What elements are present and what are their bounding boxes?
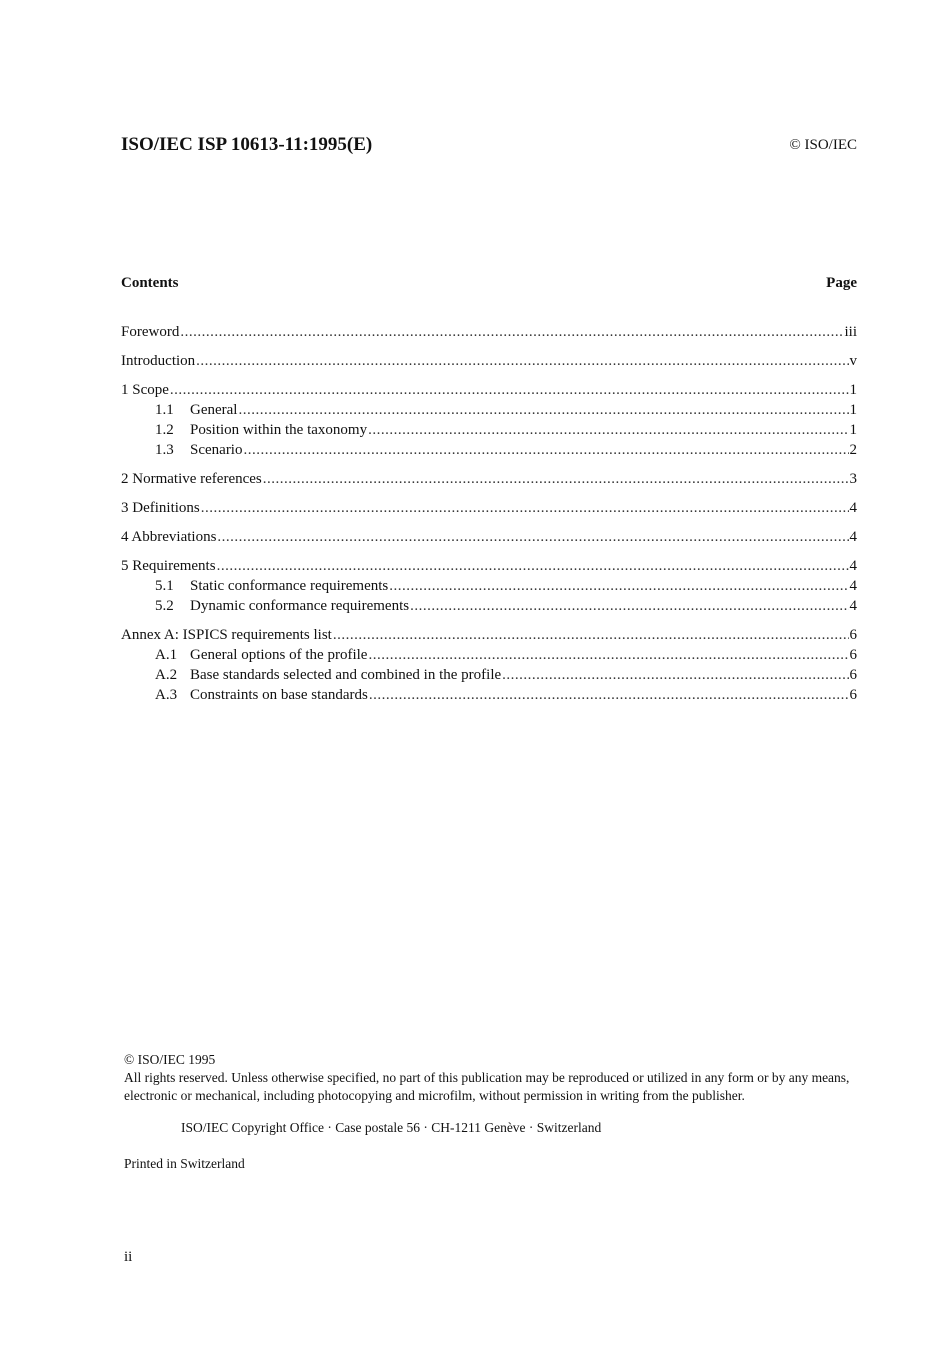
toc-group [121, 527, 857, 547]
toc-entry-title: Foreword [121, 324, 180, 340]
toc-entry-page: 1 [849, 402, 857, 418]
toc-group [121, 498, 857, 518]
toc-entry[interactable] [121, 527, 857, 547]
toc-entry-title: Base standards selected and combined in the profile [190, 667, 502, 683]
toc-entry-number: A.2 [155, 667, 178, 683]
toc-group [121, 351, 857, 371]
toc-entry-page: 6 [849, 647, 857, 663]
toc-entry[interactable] [121, 322, 857, 342]
toc-entry[interactable] [121, 400, 857, 420]
toc-entry-title: 3 Definitions [121, 500, 200, 516]
dot-leader [263, 469, 849, 489]
toc-entry-number: 5.1 [155, 578, 174, 594]
dot-leader [410, 596, 848, 616]
toc-entry-page: 4 [849, 529, 857, 545]
dot-leader [369, 685, 849, 705]
toc-entry[interactable] [121, 576, 857, 596]
toc-entry-number: 1.1 [155, 402, 174, 418]
toc-entry-page: 6 [849, 667, 857, 683]
toc-entry-number: 1.2 [155, 422, 174, 438]
toc-entry-page: 4 [849, 578, 857, 594]
toc-entry-page: iii [844, 324, 857, 340]
toc-entry[interactable] [121, 420, 857, 440]
toc-group [121, 556, 857, 616]
toc-entry-title: Annex A: ISPICS requirements list [121, 627, 332, 643]
dot-leader [389, 576, 848, 596]
dot-leader [502, 665, 848, 685]
copyright-notice [124, 1051, 864, 1105]
toc-group [121, 322, 857, 342]
toc-entry-title: General options of the profile [190, 647, 368, 663]
toc-entry-title: Scenario [190, 442, 243, 458]
toc-entry-page: 4 [849, 598, 857, 614]
toc-entry-title: 1 Scope [121, 382, 169, 398]
toc-entry-page: 1 [849, 422, 857, 438]
toc-entry-title: Constraints on base standards [190, 687, 368, 703]
copyright-office-address: ISO/IEC Copyright Office · Case postale 56 · CH-1211 Genève · Switzerland [181, 1120, 602, 1135]
toc-entry-page: 2 [849, 442, 857, 458]
toc-entry-title: 4 Abbreviations [121, 529, 217, 545]
toc-entry[interactable] [121, 440, 857, 460]
toc-entry-page: 3 [849, 471, 857, 487]
toc-entry-title: 2 Normative references [121, 471, 262, 487]
toc-entry[interactable] [121, 596, 857, 616]
rights-statement: All rights reserved. Unless otherwise specified, no part of this publication may be reproduced or utilized in any form or by any means, electronic or mechanical, including photocopying and microfilm, without permission in writing from the publisher. [124, 1070, 850, 1103]
toc-entry-page: 1 [849, 382, 857, 398]
toc-group [121, 625, 857, 705]
toc-entry-page: 6 [849, 627, 857, 643]
dot-leader [180, 322, 843, 342]
printed-in: Printed in Switzerland [124, 1156, 245, 1171]
toc-entry[interactable] [121, 625, 857, 645]
document-title: ISO/IEC ISP 10613-11:1995(E) [121, 134, 373, 155]
toc-entry-title: Dynamic conformance requirements [190, 598, 410, 614]
toc-entry[interactable] [121, 351, 857, 371]
toc-entry-page: 4 [849, 558, 857, 574]
dot-leader [170, 380, 849, 400]
toc-entry-page: v [849, 353, 857, 369]
toc-entry-title: General [190, 402, 238, 418]
dot-leader [196, 351, 848, 371]
contents-heading: Contents [121, 275, 179, 291]
dot-leader [243, 440, 848, 460]
table-of-contents [121, 322, 857, 714]
toc-entry-page: 4 [849, 500, 857, 516]
toc-entry[interactable] [121, 498, 857, 518]
dot-leader [201, 498, 849, 518]
toc-entry[interactable] [121, 469, 857, 489]
dot-leader [368, 420, 848, 440]
toc-entry-title: 5 Requirements [121, 558, 216, 574]
toc-entry[interactable] [121, 685, 857, 705]
toc-entry[interactable] [121, 665, 857, 685]
dot-leader [368, 645, 848, 665]
dot-leader [217, 556, 849, 576]
copyright-year: © ISO/IEC 1995 [124, 1052, 216, 1067]
page-number: ii [124, 1249, 133, 1265]
toc-entry-title: Static conformance requirements [190, 578, 389, 594]
toc-entry[interactable] [121, 645, 857, 665]
toc-entry-title: Introduction [121, 353, 196, 369]
toc-group [121, 380, 857, 460]
dot-leader [333, 625, 849, 645]
page-column-heading: Page [826, 275, 857, 291]
toc-entry-page: 6 [849, 687, 857, 703]
header-copyright: © ISO/IEC [789, 137, 857, 153]
toc-entry[interactable] [121, 380, 857, 400]
toc-entry[interactable] [121, 556, 857, 576]
toc-entry-title: Position within the taxonomy [190, 422, 368, 438]
dot-leader [238, 400, 848, 420]
toc-entry-number: A.1 [155, 647, 178, 663]
toc-entry-number: 1.3 [155, 442, 174, 458]
toc-entry-number: 5.2 [155, 598, 174, 614]
toc-group [121, 469, 857, 489]
dot-leader [217, 527, 848, 547]
toc-entry-number: A.3 [155, 687, 178, 703]
